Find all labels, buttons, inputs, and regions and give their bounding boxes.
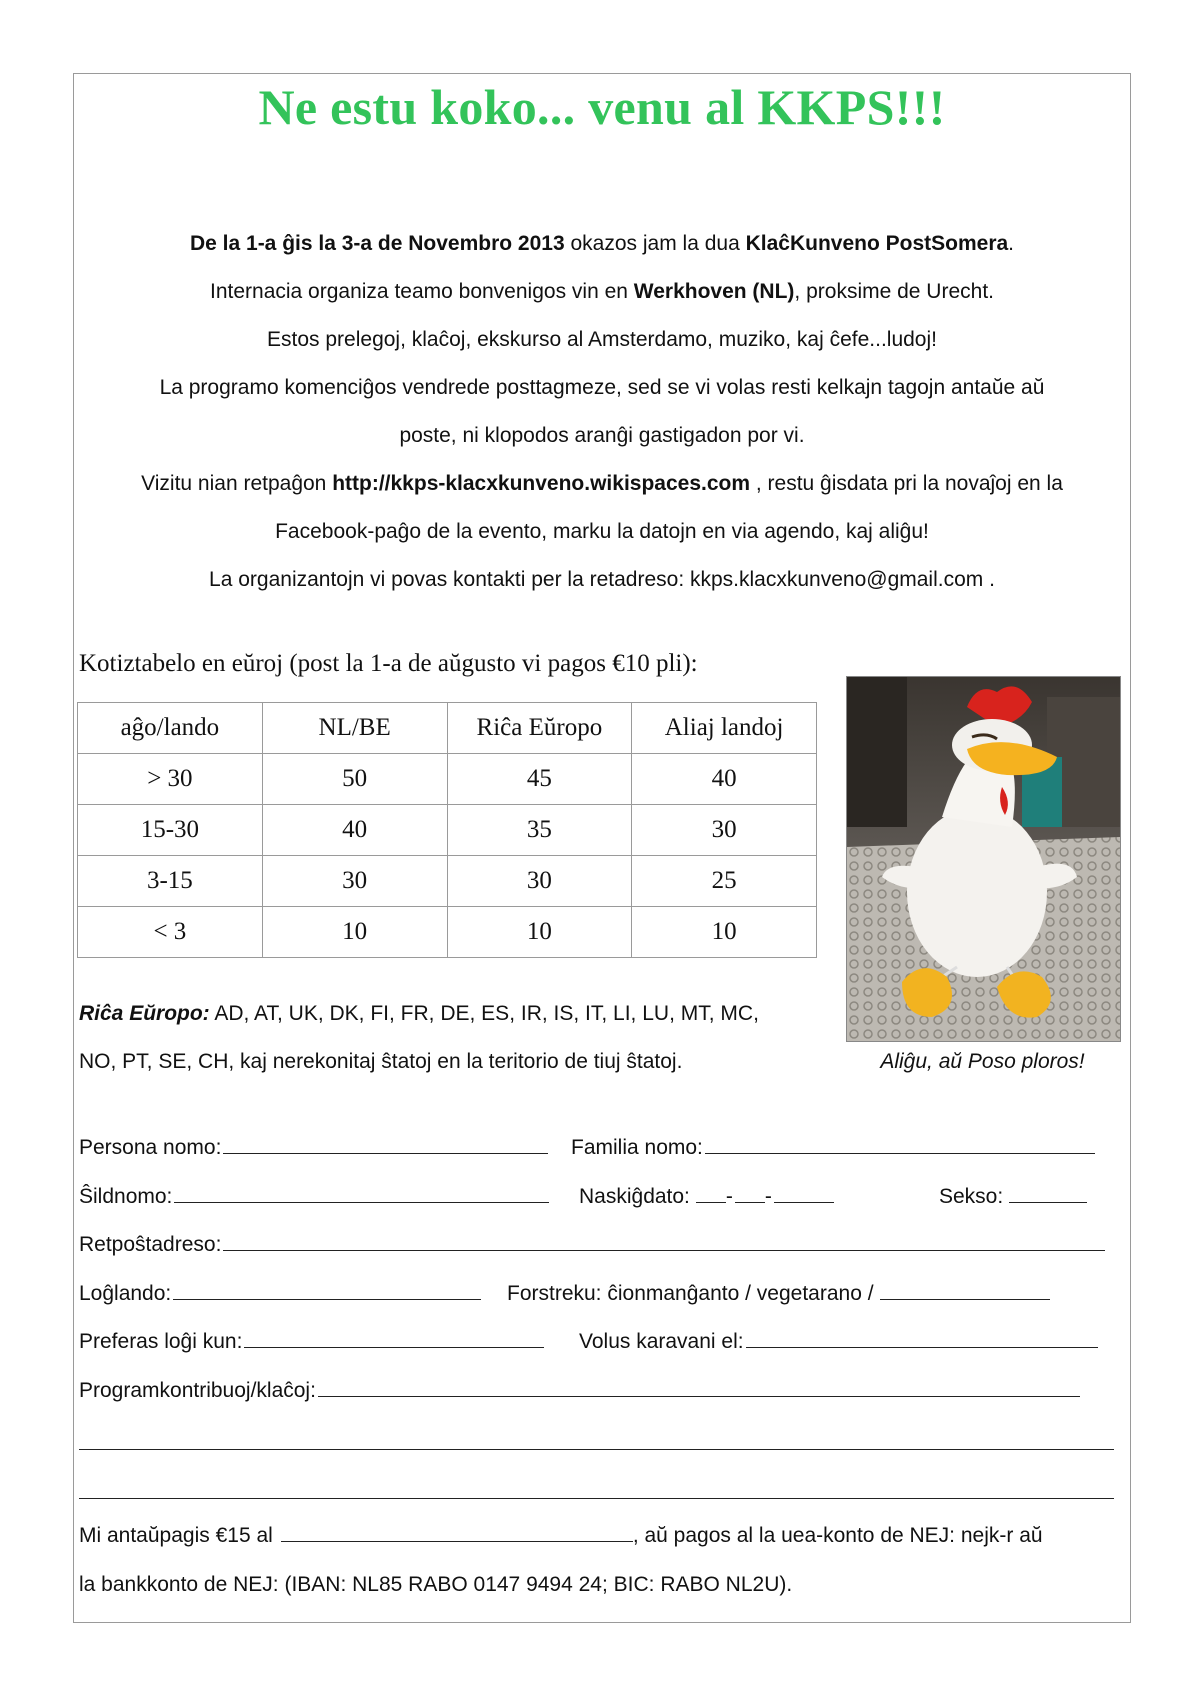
rooster-plush-image <box>847 677 1120 1041</box>
birthdate-day-field[interactable] <box>696 1182 726 1203</box>
nickname-label: Ŝildnomo: <box>79 1184 173 1208</box>
fee-table-header <box>78 703 817 754</box>
table-cell: 10 <box>447 907 632 958</box>
header-nl-be: NL/BE <box>262 703 447 754</box>
nickname-field[interactable] <box>174 1182 549 1203</box>
form-row-payment <box>79 1512 1131 1561</box>
form-row-names <box>79 1124 1131 1173</box>
intro-line-contact: La organizantojn vi povas kontakti per la retadreso: kkps.klacxkunveno@gmail.com . <box>209 568 995 591</box>
sex-label: Sekso: <box>939 1184 1004 1208</box>
table-cell: 25 <box>632 856 817 907</box>
contributions-extra-line-2[interactable] <box>79 1464 1114 1499</box>
table-cell: 40 <box>262 805 447 856</box>
rich-europe-note: Riĉa Eŭropo: AD, AT, UK, DK, FI, FR, DE, ES, IR, IS, IT, LI, LU, MT, MC, NO, PT, SE, CH, kaj nerekonitaj ŝtatoj en la teritorio de tiuj ŝtatoj. <box>79 1002 759 1073</box>
website-link[interactable]: http://kkps-klacxkunveno.wikispaces.com <box>332 472 751 495</box>
table-cell: 40 <box>632 754 817 805</box>
form-row-email <box>79 1221 1131 1270</box>
family-name-field[interactable] <box>705 1133 1095 1154</box>
header-other-countries: Aliaj landoj <box>632 703 817 754</box>
intro-line-location: Internacia organiza teamo bonvenigos vin en Werkhoven (NL), proksime de Urecht. <box>210 280 994 303</box>
contributions-extra-line-1[interactable] <box>79 1415 1114 1450</box>
table-cell: > 30 <box>78 754 263 805</box>
page-title: Ne estu koko... venu al KKPS!!! <box>258 79 946 135</box>
intro-line-dates: De la 1-a ĝis la 3-a de Novembro 2013 okazos jam la dua KlaĉKunveno PostSomera. <box>189 232 1015 255</box>
room-label: Preferas loĝi kun: <box>79 1330 243 1353</box>
event-name: KlaĉKunveno PostSomera <box>745 232 1009 255</box>
birthdate-year-field[interactable] <box>774 1182 834 1203</box>
intro-line-activities: Estos prelegoj, klaĉoj, ekskurso al Amsterdamo, muziko, kaj ĉefe...ludoj! <box>267 328 937 351</box>
rooster-photo <box>846 676 1121 1042</box>
form-row-bank <box>79 1561 1131 1610</box>
payment-suffix: , aŭ pagos al la uea-konto de NEJ: nejk-r aŭ <box>632 1524 1043 1547</box>
birthdate-label: Naskiĝdato: <box>579 1184 690 1208</box>
table-row <box>78 856 817 907</box>
country-field[interactable] <box>173 1279 481 1300</box>
table-cell: 10 <box>262 907 447 958</box>
table-cell: 35 <box>447 805 632 856</box>
room-field[interactable] <box>244 1327 544 1348</box>
table-cell: 15-30 <box>78 805 263 856</box>
photo-caption: Aliĝu, aŭ Poso ploros! <box>880 1050 1085 1073</box>
table-cell: 45 <box>447 754 632 805</box>
first-name-label: Persona nomo: <box>79 1136 222 1159</box>
intro-line-facebook: Facebook-paĝo de la evento, marku la datojn en via agendo, kaj aliĝu! <box>275 520 929 543</box>
table-row <box>78 754 817 805</box>
email-label: Retpoŝtadreso: <box>79 1233 222 1256</box>
form-row-blank-2 <box>79 1464 1131 1513</box>
payment-recipient-field[interactable] <box>281 1521 633 1542</box>
form-row-country <box>79 1270 1131 1319</box>
table-cell: 10 <box>632 907 817 958</box>
form-row-nickname: Ŝildnomo: Naskiĝdato: - - Sekso: <box>79 1173 1131 1222</box>
email-field[interactable] <box>223 1230 1105 1251</box>
intro-line-hosting: poste, ni klopodos aranĝi gastigadon por vi. <box>399 424 805 447</box>
family-name-label: Familia nomo: <box>571 1136 703 1159</box>
table-cell: < 3 <box>78 907 263 958</box>
event-location: Werkhoven (NL) <box>633 280 795 303</box>
table-row <box>78 805 817 856</box>
intro-line-program: La programo komenciĝos vendrede posttagmeze, sed se vi volas resti kelkajn tagojn antaŭe aŭ <box>159 376 1045 399</box>
diet-other-field[interactable] <box>880 1279 1050 1300</box>
caravan-label: Volus karavani el: <box>579 1330 744 1353</box>
table-row <box>78 907 817 958</box>
fees-heading: Kotiztabelo en eŭroj (post la 1-a de aŭgusto vi pagos €10 pli): <box>79 650 698 677</box>
table-cell: 30 <box>447 856 632 907</box>
country-label: Loĝlando: <box>79 1281 172 1305</box>
bank-details: la bankkonto de NEJ: (IBAN: NL85 RABO 0147 9494 24; BIC: RABO NL2U). <box>79 1572 793 1596</box>
intro-text <box>76 220 1128 604</box>
form-row-blank-1 <box>79 1415 1131 1464</box>
event-dates: De la 1-a ĝis la 3-a de Novembro 2013 <box>189 232 565 255</box>
contributions-label: Programkontribuoj/klaĉoj: <box>79 1378 316 1402</box>
diet-label: Forstreku: ĉionmanĝanto / vegetarano / <box>507 1281 874 1305</box>
birthdate-month-field[interactable] <box>735 1182 765 1203</box>
table-cell: 50 <box>262 754 447 805</box>
registration-form <box>79 1124 1131 1609</box>
header-age-country: aĝo/lando <box>78 703 263 754</box>
rich-europe-label: Riĉa Eŭropo: <box>79 1002 210 1025</box>
fee-table <box>77 702 817 958</box>
payment-prefix: Mi antaŭpagis €15 al <box>79 1524 273 1547</box>
table-cell: 30 <box>262 856 447 907</box>
caravan-field[interactable] <box>746 1327 1098 1348</box>
intro-line-website: Vizitu nian retpaĝon http://kkps-klacxkunveno.wikispaces.com , restu ĝisdata pri la novaĵoj en la <box>141 472 1063 495</box>
sex-field[interactable] <box>1009 1182 1087 1203</box>
form-row-room <box>79 1318 1131 1367</box>
form-row-contributions <box>79 1367 1131 1416</box>
table-cell: 3-15 <box>78 856 263 907</box>
first-name-field[interactable] <box>223 1133 548 1154</box>
header-rich-europe: Riĉa Eŭropo <box>447 703 632 754</box>
contributions-field[interactable] <box>318 1376 1080 1397</box>
table-cell: 30 <box>632 805 817 856</box>
